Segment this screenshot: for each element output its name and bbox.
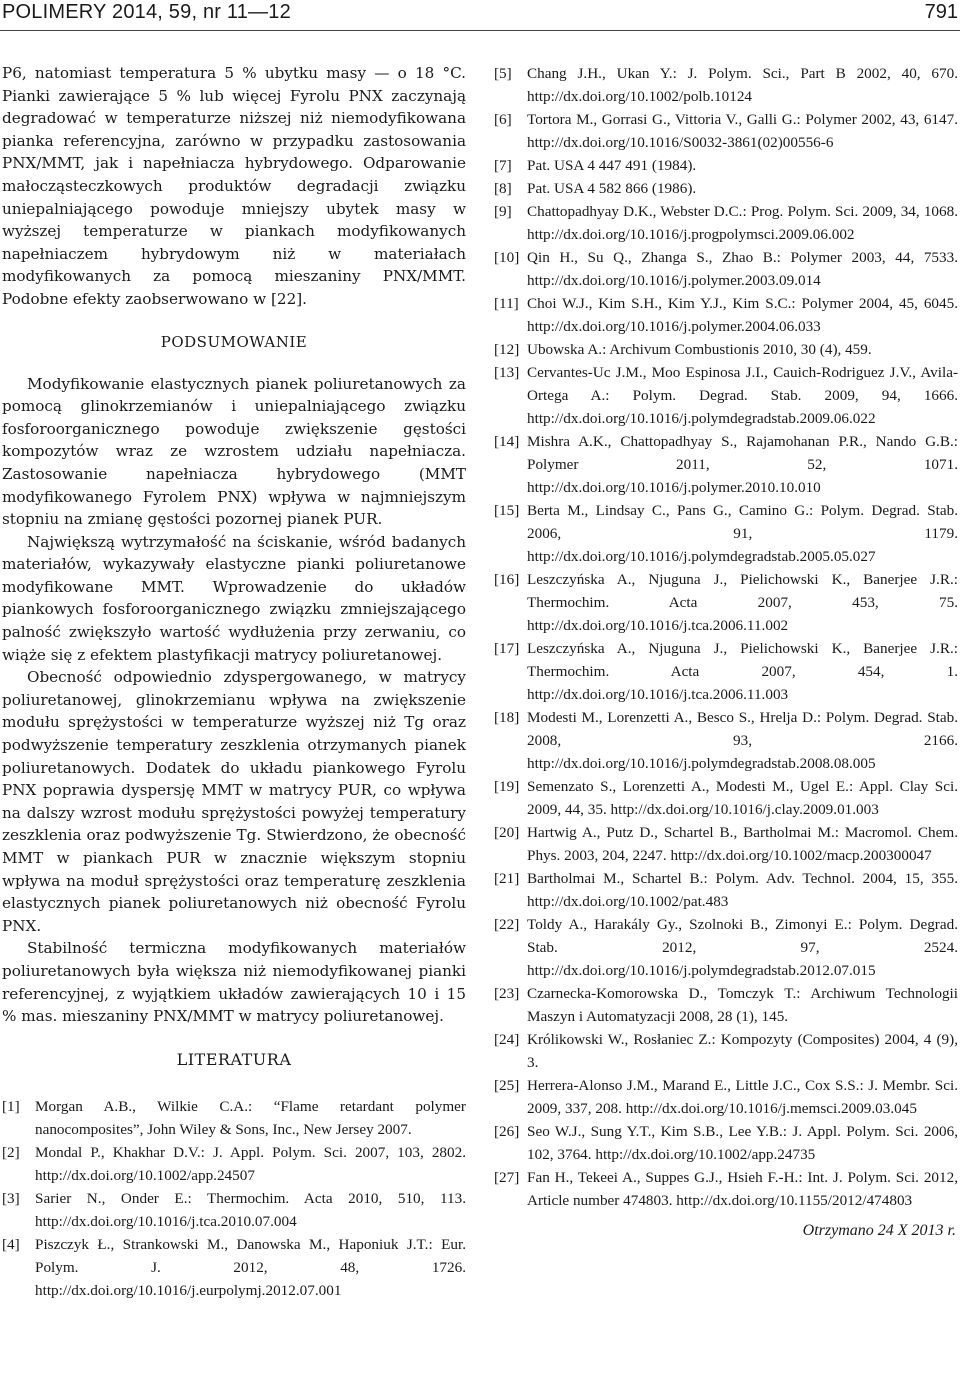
reference-number: [26]	[494, 1123, 520, 1140]
reference-item	[494, 982, 958, 1028]
reference-number: [10]	[494, 249, 520, 266]
reference-text: Hartwig A., Putz D., Schartel B., Bartholmai M.: Macromol. Chem. Phys. 2003, 204, 2247. http://dx.doi.org/10.1002/macp.200300047	[527, 824, 958, 864]
reference-item	[494, 177, 958, 200]
reference-text: Pat. USA 4 582 866 (1986).	[527, 180, 697, 197]
reference-item	[494, 246, 958, 292]
reference-number: [27]	[494, 1169, 520, 1186]
journal-title: POLIMERY 2014, 59, nr 11—12	[2, 1, 291, 23]
reference-number: [21]	[494, 870, 520, 887]
reference-item	[494, 430, 958, 499]
reference-text: Berta M., Lindsay C., Pans G., Camino G.: Polym. Degrad. Stab. 2006, 91, 1179. http://dx.doi.org/10.1016/j.polymdegradstab.2005.05.027	[527, 502, 958, 565]
reference-item	[2, 1187, 466, 1233]
reference-number: [7]	[494, 157, 512, 174]
reference-text: Sarier N., Onder E.: Thermochim. Acta 2010, 510, 113. http://dx.doi.org/10.1016/j.tca.2010.07.004	[35, 1189, 466, 1230]
reference-item	[2, 1233, 466, 1302]
reference-item	[2, 1095, 466, 1141]
reference-number: [8]	[494, 180, 512, 197]
reference-number: [4]	[2, 1235, 20, 1253]
reference-number: [2]	[2, 1143, 20, 1161]
reference-item	[494, 108, 958, 154]
received-date: Otrzymano 24 X 2013 r.	[802, 1222, 956, 1239]
reference-text: Qin H., Su Q., Zhanga S., Zhao B.: Polymer 2003, 44, 7533. http://dx.doi.org/10.1016/j.polymer.2003.09.014	[527, 249, 958, 289]
left-column	[2, 62, 466, 1302]
reference-number: [1]	[2, 1097, 20, 1115]
reference-item	[494, 913, 958, 982]
reference-number: [9]	[494, 203, 512, 220]
summary-paragraph-4: Stabilność termiczna modyfikowanych materiałów poliuretanowych była większa niż niemodyfikowanej pianki referencyjnej, z wyjątkiem układów zawierających 10 i 15 % mas. mieszaniny PNX/MMT w matrycy poliuretanowej.	[2, 939, 466, 1026]
opening-paragraph: P6, natomiast temperatura 5 % ubytku masy — o 18 °C. Pianki zawierające 5 % lub więcej Fyrolu PNX zaczynają degradować w temperaturze niższej niż niemodyfikowana pianka referencyjna, zarówno w przypadku zastosowania PNX/MMT, jak i napełniacza hybrydowego. Odparowanie małocząsteczkowych produktów degradacji związku uniepalniającego powoduje mniejszy ubytek masy w wyższej temperaturze w piankach modyfikowanych napełniaczem hybrydowym niż w materiałach modyfikowanych za pomocą mieszaniny PNX/MMT. Podobne efekty zaobserwowano w [22].	[2, 64, 466, 308]
running-header	[0, 0, 960, 31]
reference-text: Morgan A.B., Wilkie C.A.: “Flame retardant polymer nanocomposites”, John Wiley & Sons, Inc., New Jersey 2007.	[35, 1097, 466, 1138]
reference-item	[494, 1028, 958, 1074]
reference-number: [11]	[494, 295, 519, 312]
reference-number: [13]	[494, 364, 520, 381]
reference-text: Leszczyńska A., Njuguna J., Pielichowski K., Banerjee J.R.: Thermochim. Acta 2007, 453, 75. http://dx.doi.org/10.1016/j.tca.2006.11.002	[527, 571, 958, 634]
section-heading: PODSUMOWANIE	[160, 332, 308, 351]
reference-item	[494, 775, 958, 821]
reference-number: [22]	[494, 916, 520, 933]
reference-text: Mishra A.K., Chattopadhyay S., Rajamohanan P.R., Nando G.B.: Polymer 2011, 52, 1071. http://dx.doi.org/10.1016/j.polymer.2010.10.010	[527, 433, 958, 496]
reference-text: Królikowski W., Rosłaniec Z.: Kompozyty (Composites) 2004, 4 (9), 3.	[527, 1031, 958, 1071]
reference-item	[494, 1120, 958, 1166]
reference-text: Mondal P., Khakhar D.V.: J. Appl. Polym. Sci. 2007, 103, 2802. http://dx.doi.org/10.1002/app.24507	[35, 1143, 466, 1184]
reference-text: Ubowska A.: Archivum Combustionis 2010, 30 (4), 459.	[527, 341, 872, 358]
reference-text: Piszczyk Ł., Strankowski M., Danowska M., Haponiuk J.T.: Eur. Polym. J. 2012, 48, 1726. http://dx.doi.org/10.1016/j.eurpolymj.2012.07.001	[35, 1235, 466, 1299]
reference-text: Fan H., Tekeei A., Suppes G.J., Hsieh F.-H.: Int. J. Polym. Sci. 2012, Article number 474803. http://dx.doi.org/10.1155/2012/474803	[527, 1169, 958, 1209]
reference-item	[494, 637, 958, 706]
reference-list-left	[2, 1095, 466, 1302]
reference-number: [5]	[494, 65, 512, 82]
reference-number: [12]	[494, 341, 520, 358]
reference-text: Chattopadhyay D.K., Webster D.C.: Prog. Polym. Sci. 2009, 34, 1068. http://dx.doi.org/10.1016/j.progpolymsci.2009.06.002	[527, 203, 958, 243]
reference-item	[494, 361, 958, 430]
reference-item	[494, 1166, 958, 1212]
summary-paragraph-2: Największą wytrzymałość na ściskanie, wśród badanych materiałów, wykazywały elastyczne pianki poliuretanowe modyfikowane MMT. Wprowadzenie do układów piankowych fosforoorganicznego związku zmniejszającego palność zwiększyło wartość wydłużenia przy zerwaniu, co wiąże się z efektem plastyfikacji matrycy poliuretanowej.	[2, 532, 466, 664]
reference-list-right	[494, 62, 958, 1212]
reference-number: [16]	[494, 571, 520, 588]
reference-text: Tortora M., Gorrasi G., Vittoria V., Galli G.: Polymer 2002, 43, 6147. http://dx.doi.org/10.1016/S0032-3861(02)00556-6	[527, 111, 958, 151]
reference-item	[494, 292, 958, 338]
reference-item	[494, 338, 958, 361]
reference-text: Pat. USA 4 447 491 (1984).	[527, 157, 697, 174]
reference-item	[494, 499, 958, 568]
literature-heading: LITERATURA	[176, 1049, 292, 1069]
reference-number: [25]	[494, 1077, 520, 1094]
reference-number: [6]	[494, 111, 512, 128]
reference-text: Semenzato S., Lorenzetti A., Modesti M., Ugel E.: Appl. Clay Sci. 2009, 44, 35. http://dx.doi.org/10.1016/j.clay.2009.01.003	[527, 778, 958, 818]
reference-item	[494, 200, 958, 246]
reference-item	[494, 154, 958, 177]
reference-text: Choi W.J., Kim S.H., Kim Y.J., Kim S.C.: Polymer 2004, 45, 6045. http://dx.doi.org/10.1016/j.polymer.2004.06.033	[527, 295, 958, 335]
reference-text: Herrera-Alonso J.M., Marand E., Little J.C., Cox S.S.: J. Membr. Sci. 2009, 337, 208. http://dx.doi.org/10.1016/j.memsci.2009.03.045	[527, 1077, 958, 1117]
reference-text: Bartholmai M., Schartel B.: Polym. Adv. Technol. 2004, 15, 355. http://dx.doi.org/10.1002/pat.483	[527, 870, 958, 910]
reference-item	[494, 706, 958, 775]
reference-item	[494, 867, 958, 913]
reference-number: [19]	[494, 778, 520, 795]
reference-number: [18]	[494, 709, 520, 726]
reference-number: [3]	[2, 1189, 20, 1207]
reference-number: [20]	[494, 824, 520, 841]
right-column	[494, 62, 958, 1240]
reference-item	[494, 821, 958, 867]
reference-text: Modesti M., Lorenzetti A., Besco S., Hrelja D.: Polym. Degrad. Stab. 2008, 93, 2166. http://dx.doi.org/10.1016/j.polymdegradstab.2008.08.005	[527, 709, 958, 772]
summary-paragraph-3: Obecność odpowiednio zdyspergowanego, w matrycy poliuretanowej, glinokrzemianu wpływa na zwiększenie modułu sprężystości w temperaturze wyższej niż Tg oraz podwyższenie temperatury zeszklenia otrzymanych pianek poliuretanowych. Dodatek do układu piankowego Fyrolu PNX poprawia dyspersję MMT w matrycy PUR, co wpływa na dalszy wzrost modułu sprężystości powyżej temperatury zeszklenia oraz podwyższenie Tg. Stwierdzono, że obecność MMT w piankach PUR w znacznie większym stopniu wpływa na moduł sprężystości oraz temperaturę zeszklenia elastycznych pianek poliuretanowych niż obecność Fyrolu PNX.	[2, 668, 466, 935]
reference-number: [17]	[494, 640, 520, 657]
page-number: 791	[924, 1, 958, 23]
reference-text: Czarnecka-Komorowska D., Tomczyk T.: Archiwum Technologii Maszyn i Automatyzacji 2008, 28 (1), 145.	[527, 985, 958, 1025]
reference-text: Chang J.H., Ukan Y.: J. Polym. Sci., Part B 2002, 40, 670. http://dx.doi.org/10.1002/polb.10124	[527, 65, 958, 105]
reference-number: [15]	[494, 502, 520, 519]
reference-number: [23]	[494, 985, 520, 1002]
reference-number: [14]	[494, 433, 520, 450]
reference-item	[494, 62, 958, 108]
reference-item	[494, 568, 958, 637]
reference-text: Toldy A., Harakály Gy., Szolnoki B., Zimonyi E.: Polym. Degrad. Stab. 2012, 97, 2524. http://dx.doi.org/10.1016/j.polymdegradstab.2012.07.015	[527, 916, 958, 979]
reference-number: [24]	[494, 1031, 520, 1048]
reference-text: Seo W.J., Sung Y.T., Kim S.B., Lee Y.B.: J. Appl. Polym. Sci. 2006, 102, 3764. http://dx.doi.org/10.1002/app.24735	[527, 1123, 958, 1163]
reference-item	[2, 1141, 466, 1187]
reference-text: Cervantes-Uc J.M., Moo Espinosa J.I., Cauich-Rodriguez J.V., Avila-Ortega A.: Polym. Degrad. Stab. 2009, 94, 1666. http://dx.doi.org/10.1016/j.polymdegradstab.2009.06.022	[527, 364, 958, 427]
reference-item	[494, 1074, 958, 1120]
reference-text: Leszczyńska A., Njuguna J., Pielichowski K., Banerjee J.R.: Thermochim. Acta 2007, 454, 1. http://dx.doi.org/10.1016/j.tca.2006.11.003	[527, 640, 958, 703]
summary-paragraph-1: Modyfikowanie elastycznych pianek poliuretanowych za pomocą glinokrzemianów i uniepalniającego związku fosforoorganicznego powoduje zwiększenie gęstości kompozytów wraz ze wzrostem udziału napełniacza. Zastosowanie napełniacza hybrydowego (MMT modyfikowanego Fyrolem PNX) wpływa w najmniejszym stopniu na zmianę gęstości pozornej pianek PUR.	[2, 374, 466, 529]
